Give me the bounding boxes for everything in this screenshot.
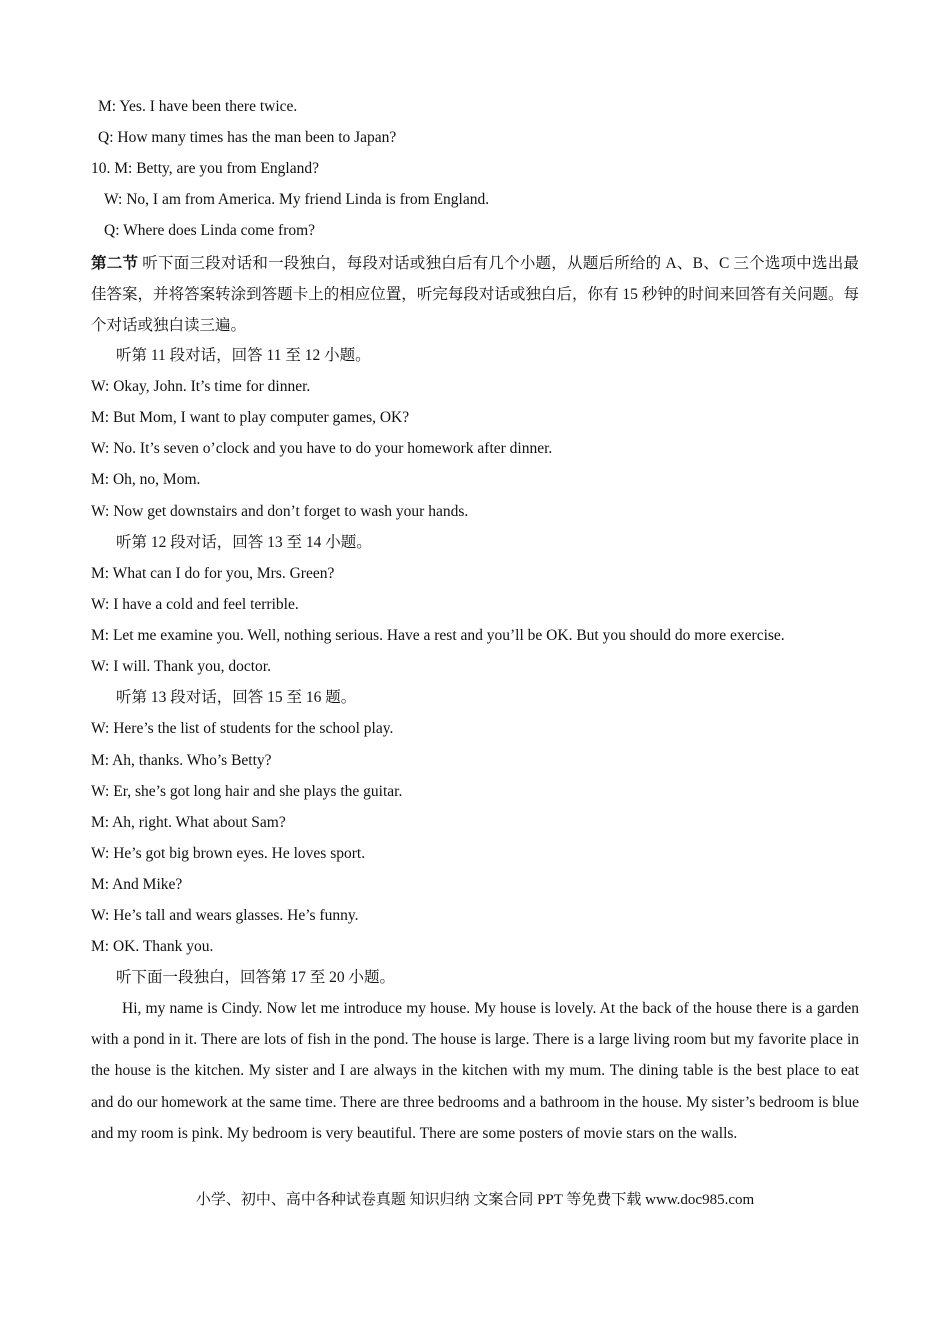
dialogue-line: M: Ah, thanks. Who’s Betty? [91,752,272,769]
section2-instructions [91,248,859,342]
dialogue-line: W: Now get downstairs and don’t forget to wash your hands. [91,503,469,520]
section2-heading: 第二节 [91,255,139,272]
dialogue-line: M: But Mom, I want to play computer games, OK? [91,409,410,426]
dialogue-line: M: Yes. I have been there twice. [98,98,298,115]
dialogue-line: M: Oh, no, Mom. [91,471,201,488]
dialogue-line: 10. M: Betty, are you from England? [91,160,319,177]
dialogue-line: M: Let me examine you. Well, nothing serious. Have a rest and you’ll be OK. But you should do more exercise. [91,627,785,644]
dialogue-line: M: And Mike? [91,876,183,893]
dialogue12-intro: 听第 12 段对话，回答 13 至 14 小题。 [116,534,372,551]
dialogue-line: W: Here’s the list of students for the school play. [91,720,394,737]
section2-text: 听下面三段对话和一段独白，每段对话或独白后有几个小题，从题后所给的 A、B、C 三个选项中选出最佳答案，并将答案转涂到答题卡上的相应位置，听完每段对话或独白后，你有 15 秒钟的时间来回答有关问题。每个对话或独白读三遍。 [91,255,859,335]
dialogue-line: M: What can I do for you, Mrs. Green? [91,565,335,582]
monologue-text: Hi, my name is Cindy. Now let me introduce my house. My house is lovely. At the back of the house there is a garden with a pond in it. There are lots of fish in the pond. The house is large. There is a large living room but my favorite place in the house is the kitchen. My sister and I are always in the kitchen with my mum. The dining table is the best place to eat and do our homework at the same time. There are three bedrooms and a bathroom in the house. My sister’s bedroom is blue and my room is pink. My bedroom is very beautiful. There are some posters of movie stars on the walls. [91,1000,859,1142]
dialogue-line: M: OK. Thank you. [91,938,214,955]
dialogue-line: W: No. It’s seven o’clock and you have to do your homework after dinner. [91,440,553,457]
dialogue11-intro: 听第 11 段对话，回答 11 至 12 小题。 [116,347,371,364]
monologue-intro: 听下面一段独白，回答第 17 至 20 小题。 [116,969,396,986]
dialogue-line: W: He’s got big brown eyes. He loves sport. [91,845,366,862]
dialogue-line: W: No, I am from America. My friend Linda is from England. [104,191,490,208]
dialogue-line: W: He’s tall and wears glasses. He’s funny. [91,907,359,924]
dialogue-line: W: Okay, John. It’s time for dinner. [91,378,311,395]
question-line: Q: Where does Linda come from? [104,222,316,239]
dialogue-line: W: Er, she’s got long hair and she plays the guitar. [91,783,403,800]
question-line: Q: How many times has the man been to Japan? [98,129,397,146]
page-footer: 小学、初中、高中各种试卷真题 知识归纳 文案合同 PPT 等免费下载 www.doc985.com [195,1192,755,1208]
dialogue-line: W: I will. Thank you, doctor. [91,658,271,675]
dialogue-line: W: I have a cold and feel terrible. [91,596,299,613]
dialogue13-intro: 听第 13 段对话，回答 15 至 16 题。 [116,689,357,706]
dialogue-line: M: Ah, right. What about Sam? [91,814,286,831]
